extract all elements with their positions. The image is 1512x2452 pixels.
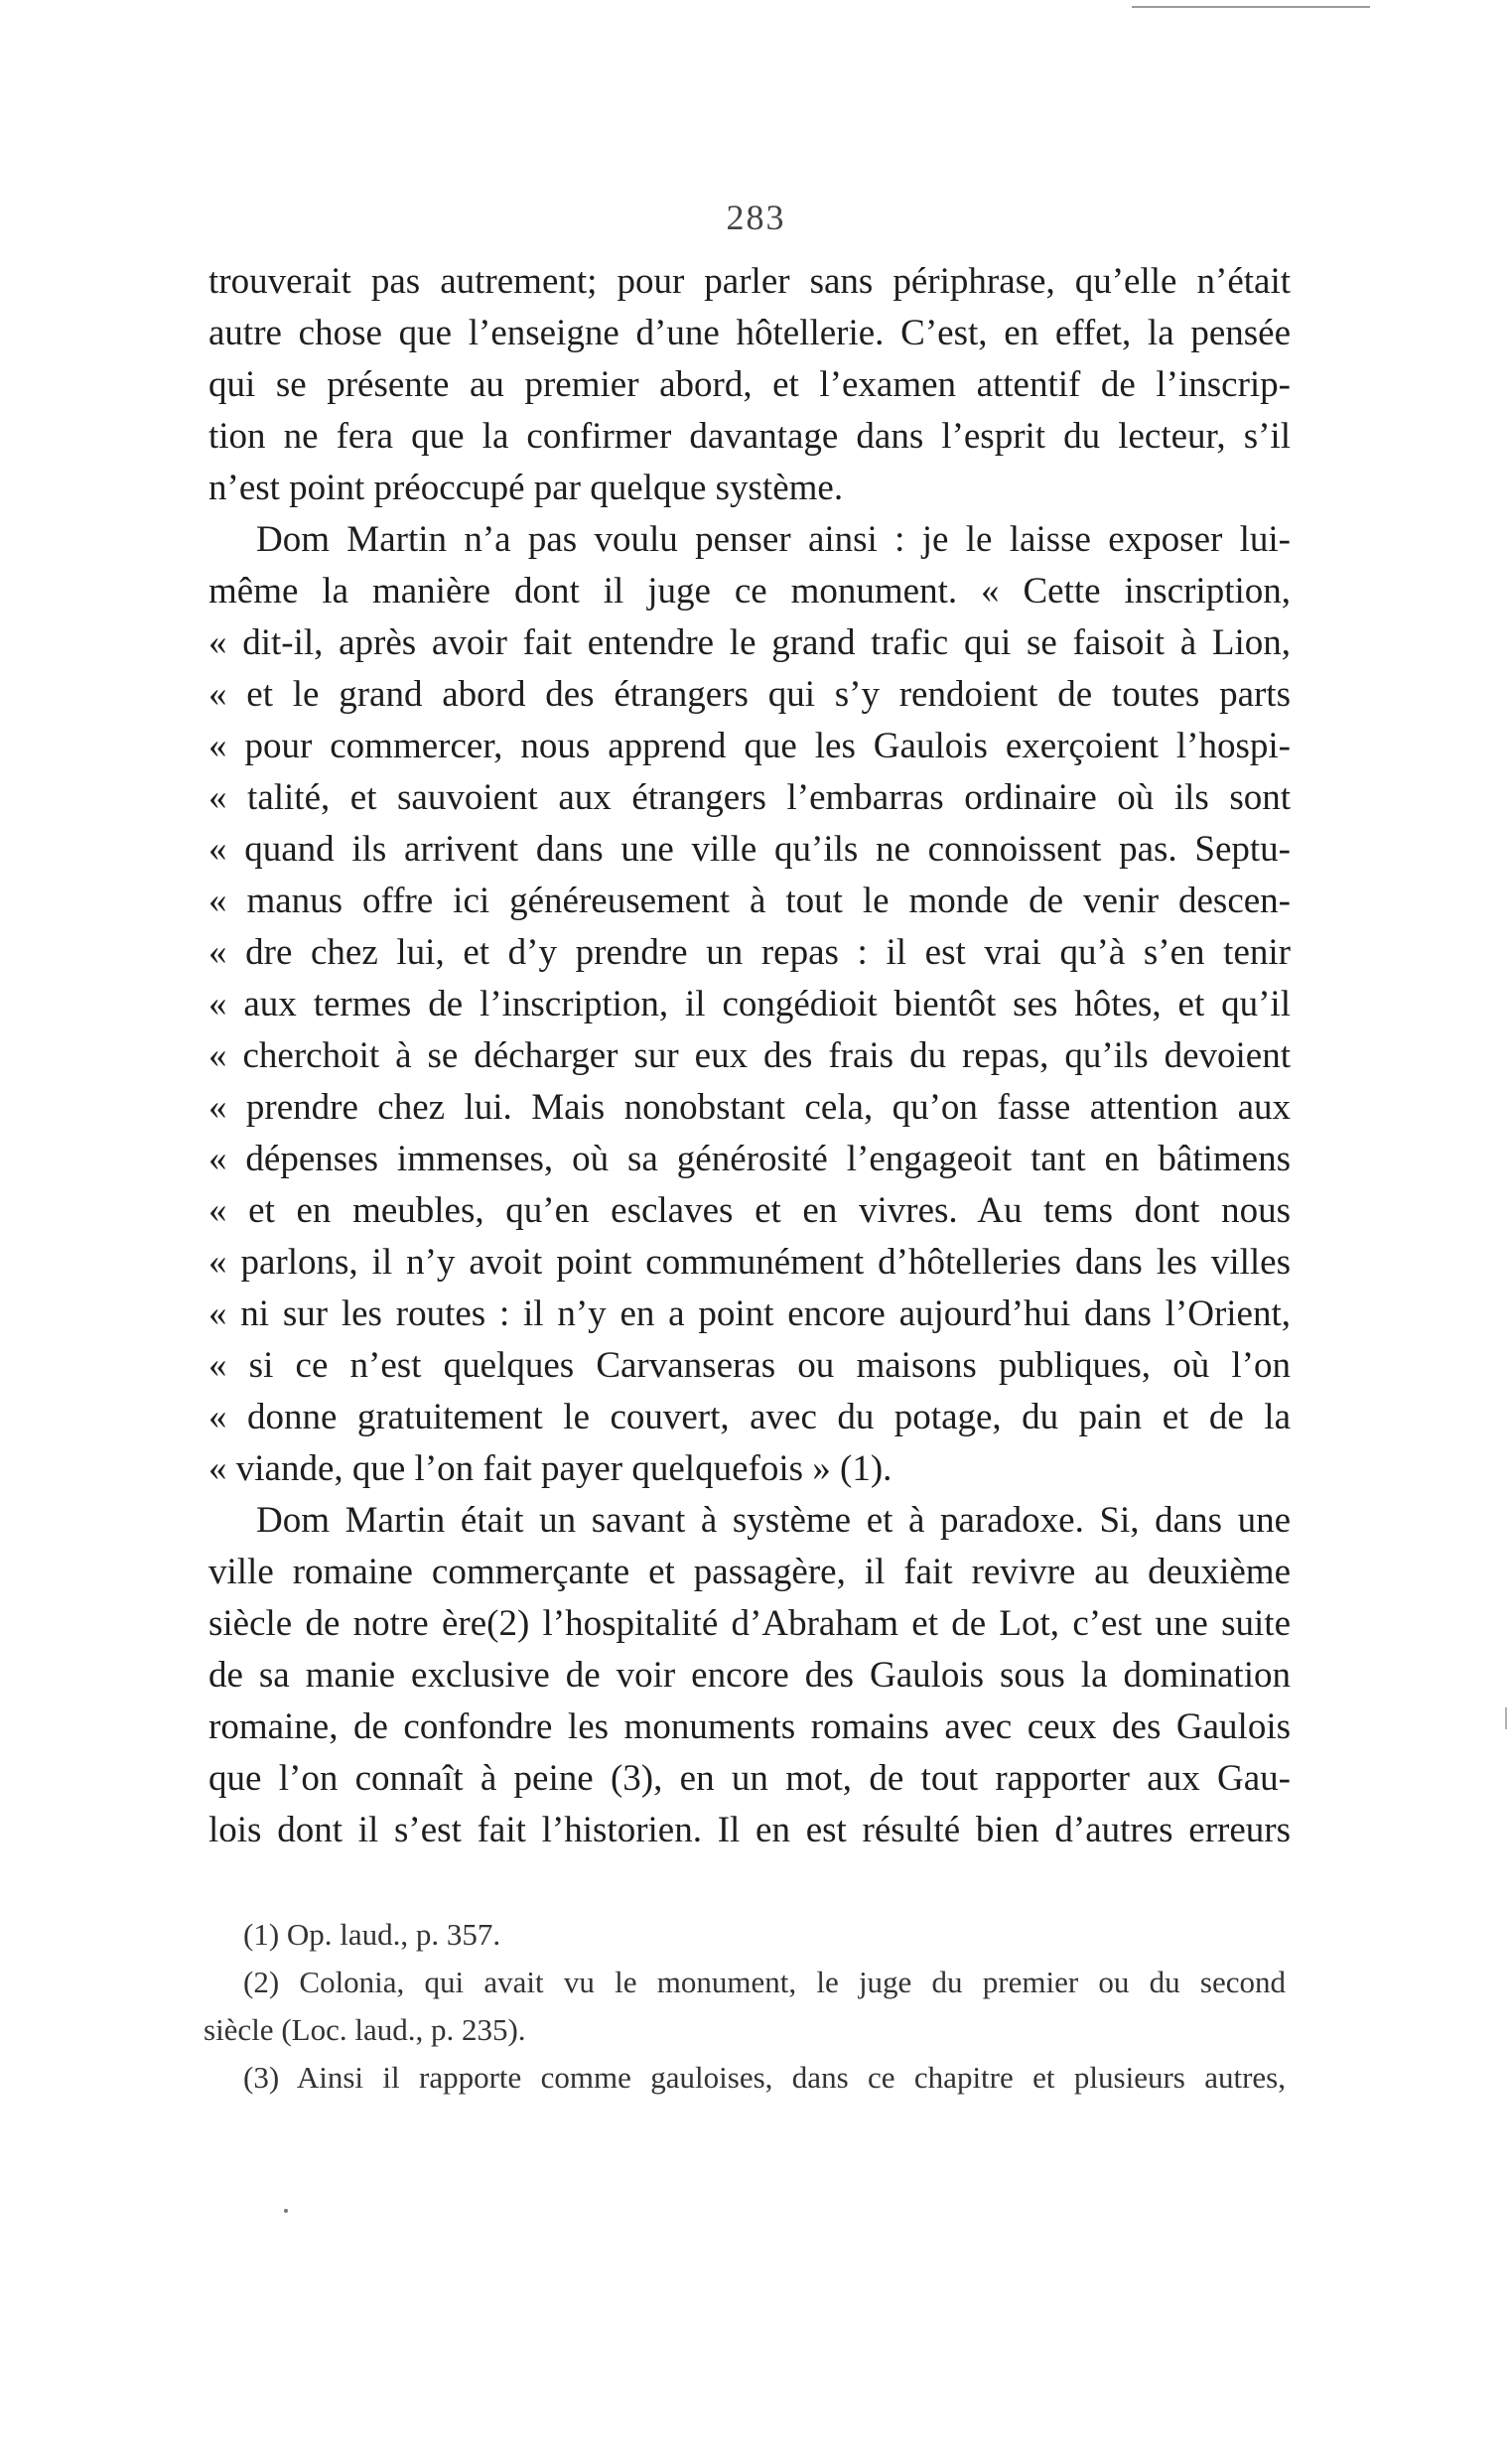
text-line: Dom Martin était un savant à système et à paradoxe. Si, dans une (256, 1500, 1291, 1541)
page-number: 283 (726, 198, 786, 237)
text-line: « dre chez lui, et d’y prendre un repas : il est vrai qu’à s’en tenir (208, 932, 1291, 973)
ink-speck (284, 2209, 288, 2213)
footnote-2: (2) Colonia, qui avait vu le monument, le juge du premier ou du second (243, 1965, 1286, 1999)
text-line: de sa manie exclusive de voir encore des Gaulois sous la domination (208, 1655, 1291, 1696)
text-line: n’est point préoccupé par quelque système. (208, 468, 844, 508)
text-line: qui se présente au premier abord, et l’examen attentif de l’inscrip- (208, 364, 1291, 405)
text-line: « aux termes de l’inscription, il congédioit bientôt ses hôtes, et qu’il (208, 984, 1291, 1024)
text-line: Dom Martin n’a pas voulu penser ainsi : je le laisse exposer lui- (256, 519, 1291, 560)
footnotes (204, 1911, 1286, 2102)
text-line: « viande, que l’on fait payer quelquefois » (1). (208, 1448, 893, 1489)
text-line: « pour commercer, nous apprend que les Gaulois exerçoient l’hospi- (208, 726, 1291, 766)
footnote-3: (3) Ainsi il rapporte comme gauloises, dans ce chapitre et plusieurs autres, (243, 2060, 1286, 2095)
footnote-1: (1) Op. laud., p. 357. (243, 1917, 501, 1952)
text-line: que l’on connaît à peine (3), en un mot, de tout rapporter aux Gau- (208, 1758, 1291, 1799)
text-line: « dépenses immenses, où sa générosité l’engageoit tant en bâtimens (208, 1139, 1291, 1179)
top-edge-rule (1132, 6, 1370, 8)
text-line: même la manière dont il juge ce monument. « Cette inscription, (208, 571, 1291, 612)
text-line: ville romaine commerçante et passagère, il fait revivre au deuxième (208, 1552, 1291, 1592)
text-line: « donne gratuitement le couvert, avec du potage, du pain et de la (208, 1397, 1291, 1437)
text-line: tion ne fera que la confirmer davantage dans l’esprit du lecteur, s’il (208, 416, 1291, 457)
text-line: « ni sur les routes : il n’y en a point encore aujourd’hui dans l’Orient, (208, 1294, 1291, 1334)
text-line: lois dont il s’est fait l’historien. Il en est résulté bien d’autres erreurs (208, 1810, 1291, 1850)
text-line: « parlons, il n’y avoit point communément d’hôtelleries dans les villes (208, 1242, 1291, 1283)
footnote-2-continued: siècle (Loc. laud., p. 235). (204, 2012, 526, 2047)
text-line: « et le grand abord des étrangers qui s’y rendoient de toutes parts (208, 674, 1291, 715)
text-line: « et en meubles, qu’en esclaves et en vivres. Au tems dont nous (208, 1190, 1291, 1231)
page-edge-mark (1505, 1707, 1507, 1729)
body-text (208, 256, 1291, 1856)
text-line: « talité, et sauvoient aux étrangers l’embarras ordinaire où ils sont (208, 777, 1291, 818)
text-line: « si ce n’est quelques Carvanseras ou maisons publiques, où l’on (208, 1345, 1291, 1386)
text-line: trouverait pas autrement; pour parler sans périphrase, qu’elle n’était (208, 261, 1291, 302)
text-line: romaine, de confondre les monuments romains avec ceux des Gaulois (208, 1706, 1291, 1747)
text-line: « manus offre ici généreusement à tout le monde de venir descen- (208, 881, 1291, 921)
text-line: « dit-il, après avoir fait entendre le grand trafic qui se faisoit à Lion, (208, 622, 1291, 663)
text-line: « cherchoit à se décharger sur eux des frais du repas, qu’ils devoient (208, 1035, 1291, 1076)
text-line: « quand ils arrivent dans une ville qu’ils ne connoissent pas. Septu- (208, 829, 1291, 870)
text-line: « prendre chez lui. Mais nonobstant cela, qu’on fasse attention aux (208, 1087, 1291, 1128)
text-line: siècle de notre ère(2) l’hospitalité d’Abraham et de Lot, c’est une suite (208, 1603, 1291, 1644)
text-line: autre chose que l’enseigne d’une hôtellerie. C’est, en effet, la pensée (208, 313, 1291, 353)
